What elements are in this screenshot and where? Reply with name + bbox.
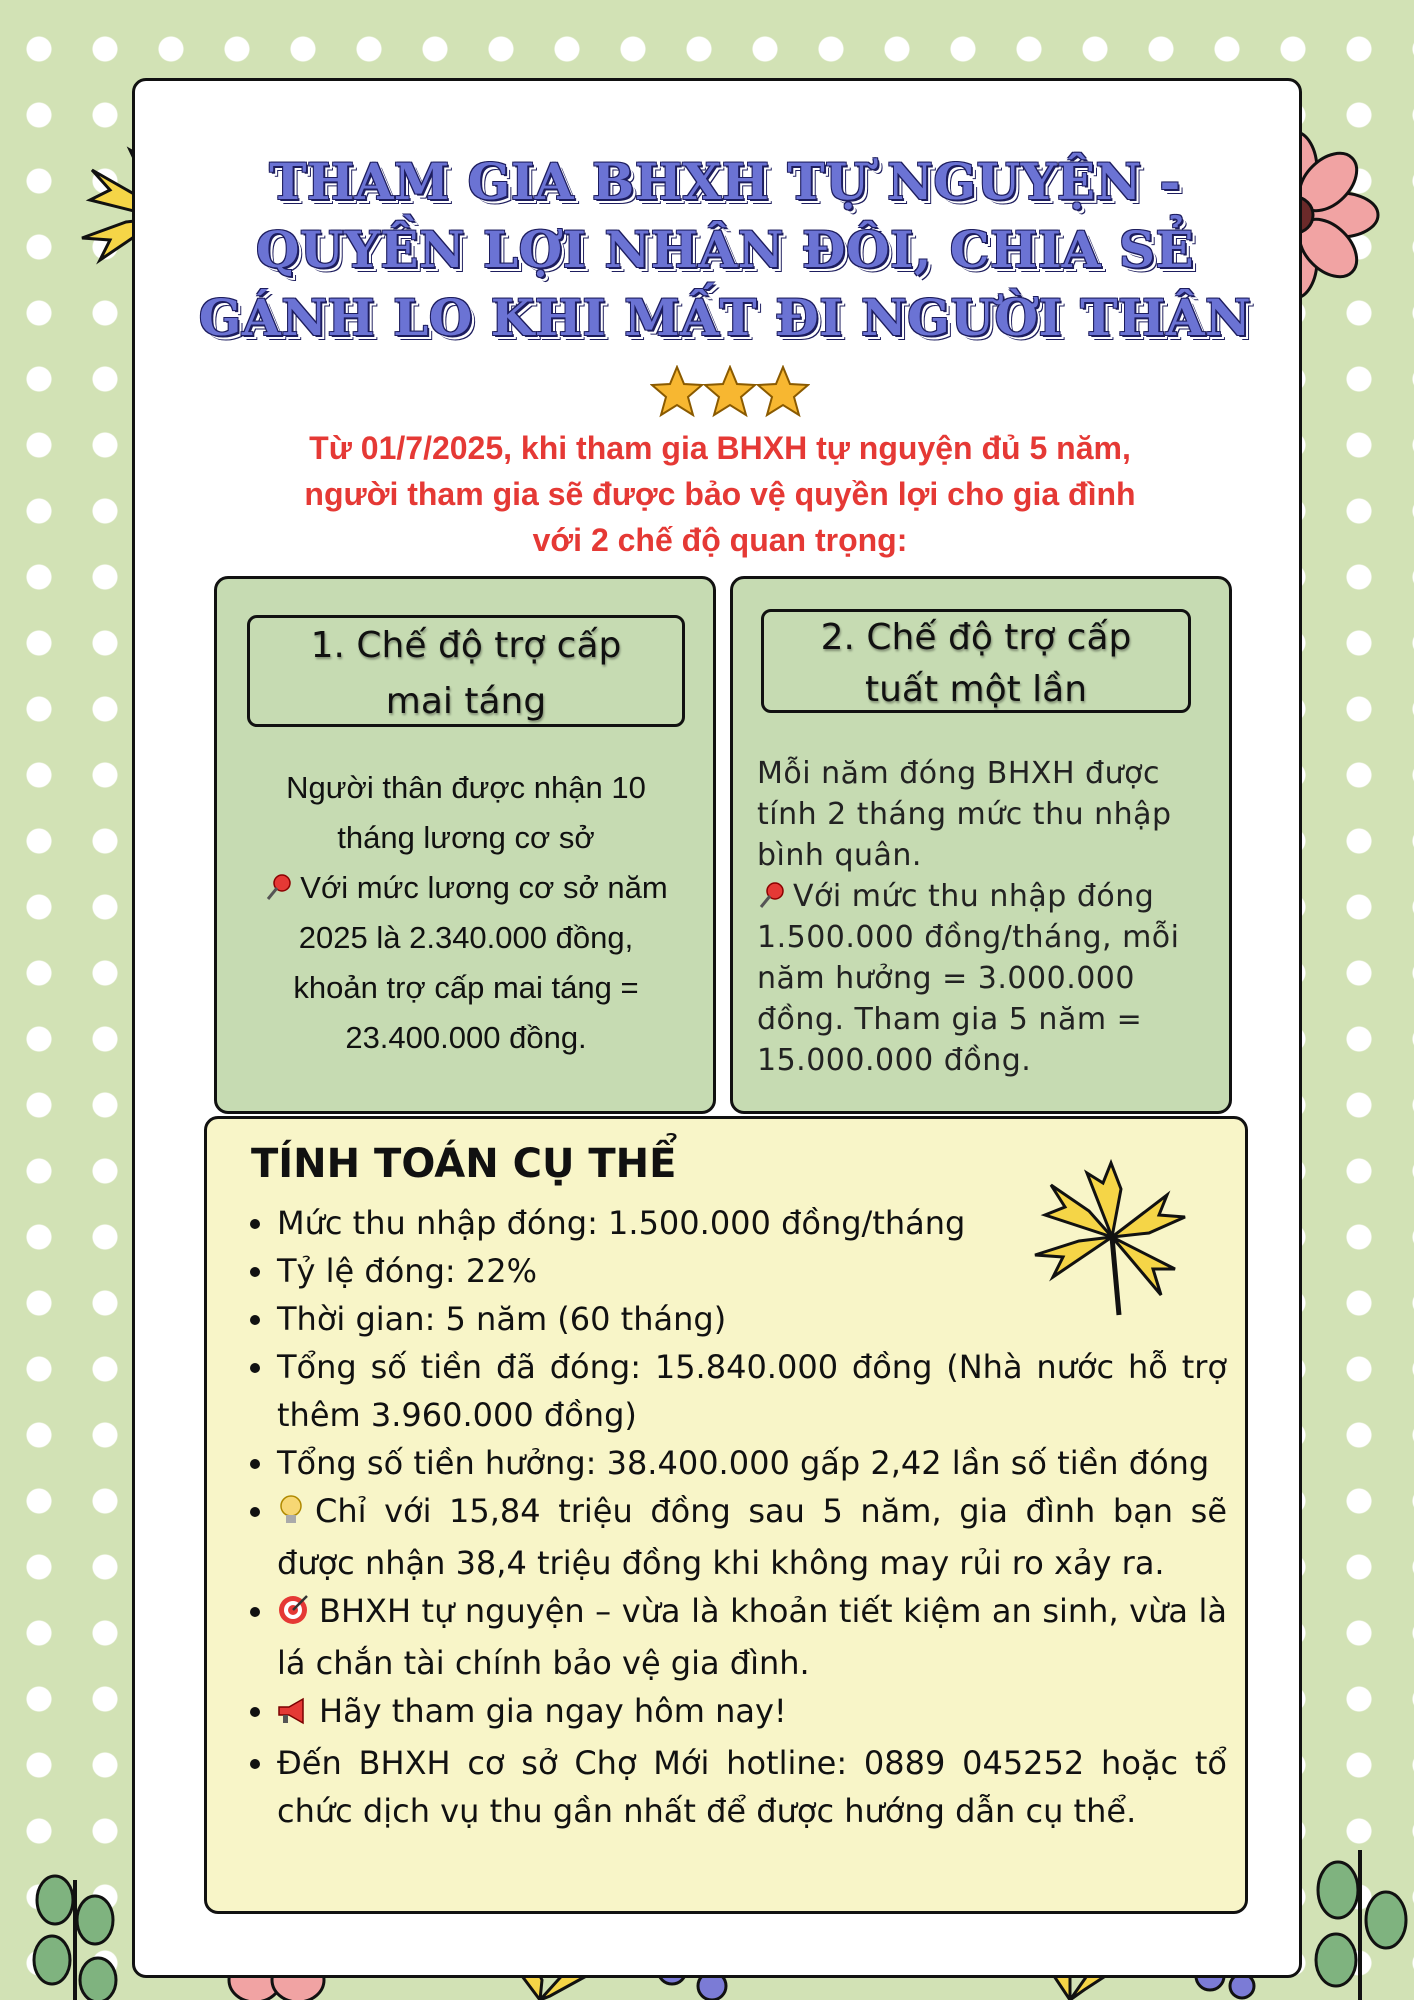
intro-line: Từ 01/7/2025, khi tham gia BHXH tự nguyện đủ 5 năm,	[309, 430, 1131, 466]
intro-line: người tham gia sẽ được bảo vệ quyền lợi cho gia đình	[304, 476, 1136, 512]
benefit-text-survivor	[757, 753, 1219, 1081]
pushpin-icon	[757, 880, 787, 910]
list-item	[277, 1247, 1227, 1295]
title-line: THAM GIA BHXH TỰ NGUYỆN -	[269, 152, 1181, 211]
leaf-stem-bottom-left	[20, 1860, 130, 2000]
light-bulb-icon	[277, 1491, 305, 1539]
list-item-text: Tỷ lệ đóng: 22%	[277, 1252, 537, 1290]
list-item	[277, 1487, 1227, 1587]
intro-text	[220, 425, 1220, 563]
list-item	[277, 1199, 1227, 1247]
stars-decoration	[650, 365, 810, 421]
list-item	[277, 1343, 1227, 1439]
list-item-text: Chỉ với 15,84 triệu đồng sau 5 năm, gia đình bạn sẽ được nhận 38,4 triệu đồng khi không may rủi ro xảy ra.	[277, 1492, 1227, 1582]
calculation-box	[204, 1116, 1248, 1914]
megaphone-icon	[277, 1691, 309, 1739]
list-item-text: Thời gian: 5 năm (60 tháng)	[277, 1300, 727, 1338]
list-item	[277, 1295, 1227, 1343]
title-line: GÁNH LO KHI MẤT ĐI NGƯỜI THÂN	[198, 288, 1252, 347]
benefit-label-funeral	[247, 615, 685, 727]
benefit-label-line: tuất một lần	[864, 669, 1088, 710]
benefit-text: Mỗi năm đóng BHXH được tính 2 tháng mức thu nhập bình quân.	[757, 756, 1172, 873]
benefit-label-survivor	[761, 609, 1191, 713]
benefit-line: tháng lương cơ sở	[337, 820, 595, 855]
benefit-label-line: 2. Chế độ trợ cấp	[820, 617, 1132, 658]
list-item-text: Hãy tham gia ngay hôm nay!	[319, 1692, 787, 1730]
benefit-line: khoản trợ cấp mai táng =	[293, 970, 639, 1005]
list-item-text: Tổng số tiền đã đóng: 15.840.000 đồng (Nhà nước hỗ trợ thêm 3.960.000 đồng)	[277, 1348, 1227, 1434]
calculation-title: TÍNH TOÁN CỤ THỂ	[251, 1141, 677, 1187]
leaf-stem-bottom-right	[1300, 1830, 1414, 2000]
title-line: QUYỀN LỢI NHÂN ĐÔI, CHIA SẺ	[255, 220, 1195, 279]
benefit-line: 23.400.000 đồng.	[345, 1020, 587, 1055]
calculation-list	[277, 1199, 1227, 1835]
list-item	[277, 1587, 1227, 1687]
list-item-text: Mức thu nhập đóng: 1.500.000 đồng/tháng	[277, 1204, 966, 1242]
list-item	[277, 1687, 1227, 1739]
poster-title	[180, 148, 1270, 352]
star-icon	[652, 367, 702, 415]
benefit-label-line: 1. Chế độ trợ cấp	[310, 625, 622, 666]
target-icon	[277, 1591, 309, 1639]
list-item-text: Đến BHXH cơ sở Chợ Mới hotline: 0889 045252 hoặc tổ chức dịch vụ thu gần nhất để được hướng dẫn cụ thể.	[277, 1744, 1227, 1830]
benefit-text: Với mức thu nhập đóng 1.500.000 đồng/tháng, mỗi năm hưởng = 3.000.000 đồng. Tham gia 5 năm = 15.000.000 đồng.	[757, 879, 1180, 1078]
benefit-text-funeral	[231, 763, 701, 1063]
pushpin-icon	[264, 867, 294, 897]
benefit-line: 2025 là 2.340.000 đồng,	[298, 920, 634, 955]
star-icon	[758, 367, 808, 415]
star-icon	[705, 367, 755, 415]
benefit-label-line: mai táng	[385, 681, 547, 722]
benefit-box-funeral	[214, 576, 716, 1114]
benefit-box-survivor	[730, 576, 1232, 1114]
list-item	[277, 1739, 1227, 1835]
list-item-text: BHXH tự nguyện – vừa là khoản tiết kiệm an sinh, vừa là lá chắn tài chính bảo vệ gia đình.	[277, 1592, 1227, 1682]
intro-line: với 2 chế độ quan trọng:	[532, 522, 908, 558]
benefit-line: Người thân được nhận 10	[286, 770, 646, 805]
benefit-line: Với mức lương cơ sở năm	[300, 870, 668, 905]
list-item	[277, 1439, 1227, 1487]
list-item-text: Tổng số tiền hưởng: 38.400.000 gấp 2,42 lần số tiền đóng	[277, 1444, 1210, 1482]
